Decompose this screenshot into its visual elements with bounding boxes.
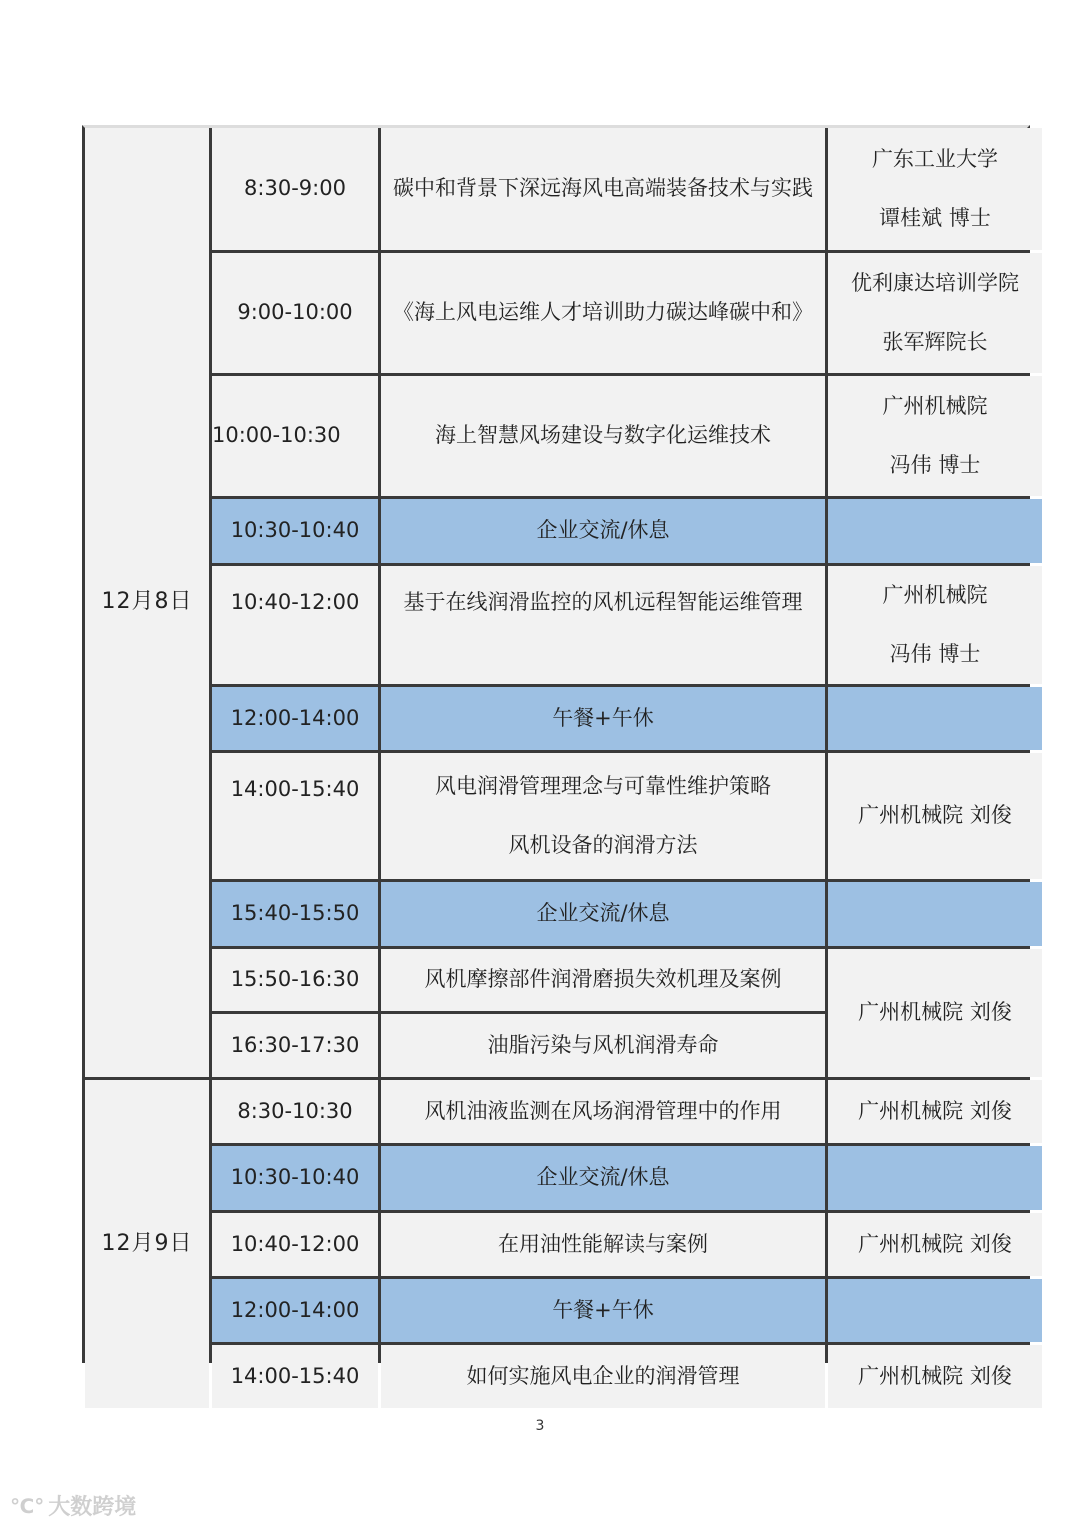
topic-cell (381, 376, 825, 496)
schedule-table (82, 125, 1030, 1388)
topic-cell (381, 1080, 825, 1143)
speaker-org: 广州机械院 (882, 393, 988, 418)
time-text: 10:40-12:00 (230, 590, 360, 614)
speaker-cell (828, 1213, 1042, 1276)
time-text: 10:30-10:40 (230, 1165, 360, 1190)
time-text: 12:00-14:00 (230, 705, 360, 730)
empty-speaker-cell (828, 499, 1042, 563)
break-cell (381, 1146, 825, 1210)
topic-text: 如何实施风电企业的润滑管理 (466, 1363, 740, 1388)
break-label: 午餐+午休 (552, 705, 654, 730)
speaker-name: 广州机械院 刘俊 (858, 1231, 1012, 1256)
watermark-logo-icon: ℃° (10, 1493, 45, 1518)
break-cell (381, 1279, 825, 1342)
speaker-name: 广州机械院 刘俊 (858, 1363, 1012, 1388)
break-label: 企业交流/休息 (536, 518, 670, 543)
topic-cell (381, 128, 825, 250)
break-cell (381, 687, 825, 750)
speaker-cell (828, 128, 1042, 250)
speaker-cell (828, 949, 1042, 1077)
time-text: 12:00-14:00 (230, 1297, 360, 1322)
topic-text: 海上智慧风场建设与数字化运维技术 (435, 423, 771, 448)
topic-cell (381, 1213, 825, 1276)
time-text: 15:40-15:50 (230, 901, 360, 926)
time-text: 14:00-15:40 (230, 1363, 360, 1388)
topic-text: 《海上风电运维人才培训助力碳达峰碳中和》 (393, 300, 813, 325)
empty-speaker-cell (828, 687, 1042, 750)
time-cell (212, 1213, 378, 1276)
time-cell-break (212, 499, 378, 563)
time-text: 16:30-17:30 (230, 1032, 360, 1057)
topic-text: 风机油液监测在风场润滑管理中的作用 (424, 1098, 782, 1123)
time-text: 8:30-9:00 (244, 176, 346, 201)
topic-text: 基于在线润滑监控的风机远程智能运维管理 (403, 590, 803, 614)
date-label: 12月9日 (101, 1230, 193, 1256)
date-cell-day2 (85, 1080, 209, 1408)
watermark-text: 大数跨境 (48, 1495, 137, 1520)
topic-cell (381, 1345, 825, 1408)
speaker-cell (828, 253, 1042, 373)
time-cell (212, 753, 378, 879)
speaker-cell (828, 1345, 1042, 1408)
topic-cell (381, 566, 825, 684)
time-cell (212, 1080, 378, 1143)
speaker-name: 冯伟 博士 (889, 642, 981, 666)
time-text: 8:30-10:30 (237, 1098, 353, 1123)
speaker-name: 广州机械院 刘俊 (858, 1000, 1012, 1025)
time-text: 10:40-12:00 (230, 1231, 360, 1256)
speaker-name: 张军辉院长 (882, 330, 988, 354)
speaker-cell (828, 1080, 1042, 1143)
speaker-cell (828, 566, 1042, 684)
speaker-name: 冯伟 博士 (889, 453, 981, 477)
time-text: 10:30-10:40 (230, 518, 360, 543)
speaker-cell (828, 753, 1042, 879)
topic-text: 风机设备的润滑方法 (508, 833, 698, 857)
topic-text: 在用油性能解读与案例 (498, 1231, 708, 1256)
speaker-name: 广州机械院 刘俊 (858, 1098, 1012, 1123)
date-label: 12月8日 (101, 589, 193, 615)
empty-speaker-cell (828, 882, 1042, 946)
time-text: 9:00-10:00 (237, 300, 353, 325)
time-cell (212, 128, 378, 250)
time-cell (212, 376, 378, 496)
speaker-name: 谭桂斌 博士 (879, 206, 991, 230)
page-number: 3 (535, 1418, 545, 1434)
speaker-org: 广东工业大学 (872, 146, 998, 171)
time-cell-break (212, 687, 378, 750)
time-text: 14:00-15:40 (230, 777, 360, 801)
break-label: 午餐+午休 (552, 1297, 654, 1322)
time-text: 10:00-10:30 (212, 423, 341, 448)
speaker-org: 广州机械院 (882, 582, 988, 607)
date-cell-day1 (85, 128, 209, 1077)
time-cell (212, 253, 378, 373)
topic-text: 油脂污染与风机润滑寿命 (487, 1032, 719, 1057)
topic-text: 风机摩擦部件润滑磨损失效机理及案例 (424, 967, 782, 992)
time-cell (212, 1014, 378, 1077)
topic-text: 碳中和背景下深远海风电高端装备技术与实践 (393, 176, 813, 201)
time-cell (212, 949, 378, 1011)
time-cell-break (212, 1279, 378, 1342)
empty-speaker-cell (828, 1146, 1042, 1210)
topic-cell (381, 753, 825, 879)
speaker-org: 优利康达培训学院 (851, 270, 1019, 295)
topic-cell (381, 1014, 825, 1077)
time-cell-break (212, 882, 378, 946)
time-cell (212, 1345, 378, 1408)
time-cell (212, 566, 378, 684)
speaker-name: 广州机械院 刘俊 (858, 803, 1012, 828)
topic-cell (381, 253, 825, 373)
break-cell (381, 499, 825, 563)
break-cell (381, 882, 825, 946)
speaker-cell (828, 376, 1042, 496)
time-cell-break (212, 1146, 378, 1210)
topic-text: 风电润滑管理理念与可靠性维护策略 (435, 773, 771, 798)
break-label: 企业交流/休息 (536, 1165, 670, 1190)
empty-speaker-cell (828, 1279, 1042, 1342)
watermark (10, 1490, 136, 1521)
topic-cell (381, 949, 825, 1011)
time-text: 15:50-16:30 (230, 967, 360, 992)
break-label: 企业交流/休息 (536, 901, 670, 926)
